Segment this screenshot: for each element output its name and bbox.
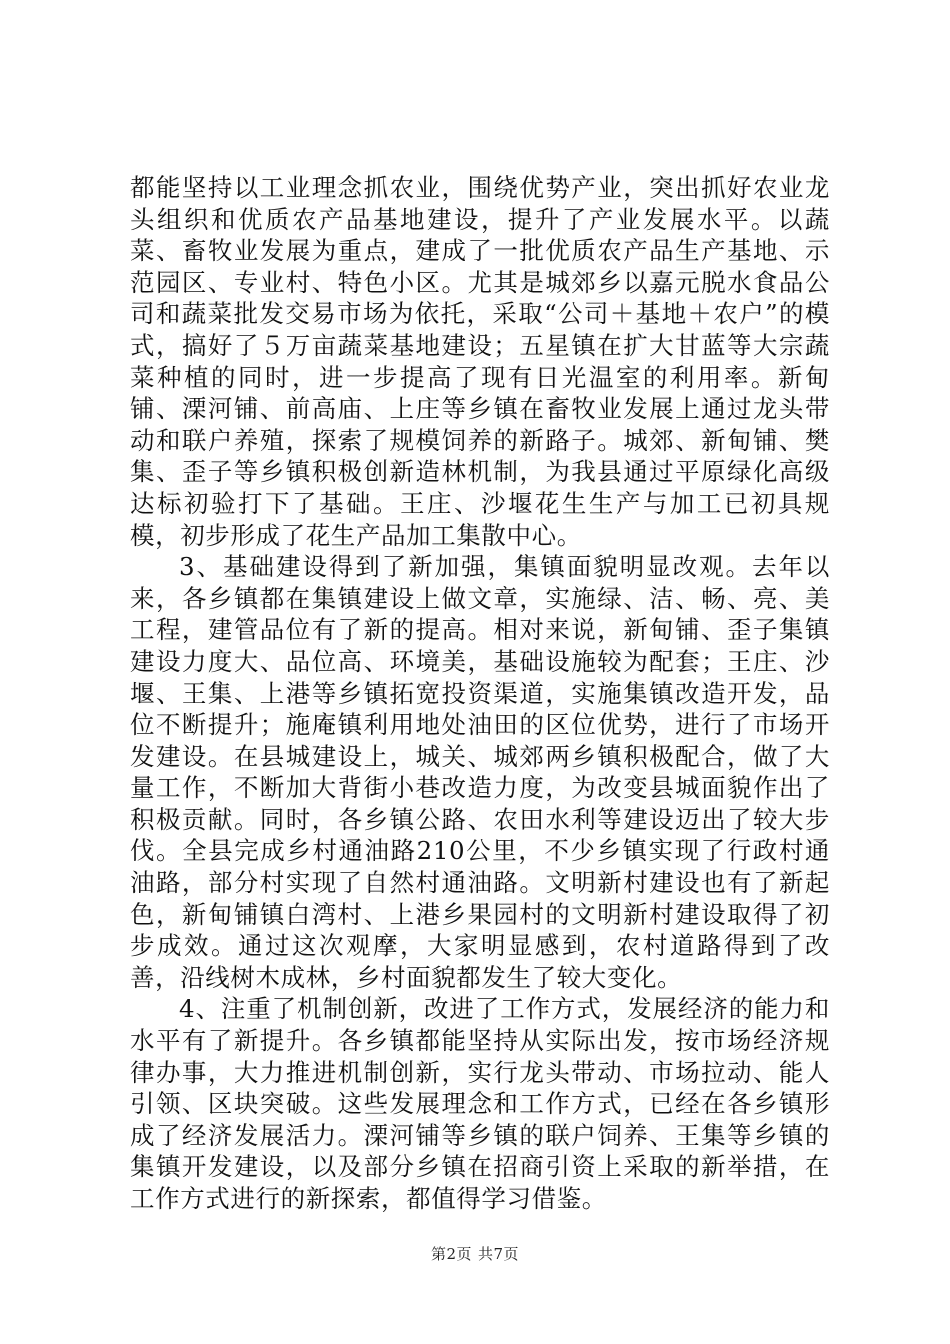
- paragraph-item-4: 4、注重了机制创新，改进了工作方式，发展经济的能力和水平有了新提升。各乡镇都能坚持从实际出发，按市场经济规律办事，大力推进机制创新，实行龙头带动、市场拉动、能人引领、区块突破。这些发展理念和工作方式，已经在各乡镇形成了经济发展活力。溧河铺等乡镇的联户饲养、王集等乡镇的集镇开发建设，以及部分乡镇在招商引资上采取的新举措，在工作方式进行的新探索，都值得学习借鉴。: [130, 994, 830, 1213]
- paragraph-continuation: 都能坚持以工业理念抓农业，围绕优势产业，突出抓好农业龙头组织和优质农产品基地建设，提升了产业发展水平。以蔬菜、畜牧业发展为重点，建成了一批优质农产品生产基地、示范园区、专业村、特色小区。尤其是城郊乡以嘉元脱水食品公司和蔬菜批发交易市场为依托，采取“公司＋基地＋农户”的模式，搞好了５万亩蔬菜基地建设；五星镇在扩大甘蓝等大宗蔬菜种植的同时，进一步提高了现有日光温室的利用率。新甸铺、溧河铺、前高庙、上庄等乡镇在畜牧业发展上通过龙头带动和联户养殖，探索了规模饲养的新路子。城郊、新甸铺、樊集、歪子等乡镇积极创新造林机制，为我县通过平原绿化高级达标初验打下了基础。王庄、沙堰花生生产与加工已初具规模，初步形成了花生产品加工集散中心。: [130, 173, 830, 550]
- paragraph-item-3: 3、基础建设得到了新加强，集镇面貌明显改观。去年以来，各乡镇都在集镇建设上做文章，实施绿、洁、畅、亮、美工程，建管品位有了新的提高。相对来说，新甸铺、歪子集镇建设力度大、品位高、环境美，基础设施较为配套；王庄、沙堰、王集、上港等乡镇拓宽投资渠道，实施集镇改造开发，品位不断提升；施庵镇利用地处油田的区位优势，进行了市场开发建设。在县城建设上，城关、城郊两乡镇积极配合，做了大量工作，不断加大背街小巷改造力度，为改变县城面貌作出了积极贡献。同时，各乡镇公路、农田水利等建设迈出了较大步伐。全县完成乡村通油路210公里，不少乡镇实现了行政村通油路，部分村实现了自然村通油路。文明新村建设也有了新起色，新甸铺镇白湾村、上港乡果园村的文明新村建设取得了初步成效。通过这次观摩，大家明显感到，农村道路得到了改善，沿线树木成林，乡村面貌都发生了较大变化。: [130, 552, 830, 992]
- page-number: 第2页: [430, 1245, 472, 1263]
- page-total: 共7页: [478, 1245, 520, 1263]
- document-body: [130, 172, 830, 1215]
- page-footer: [0, 1243, 950, 1264]
